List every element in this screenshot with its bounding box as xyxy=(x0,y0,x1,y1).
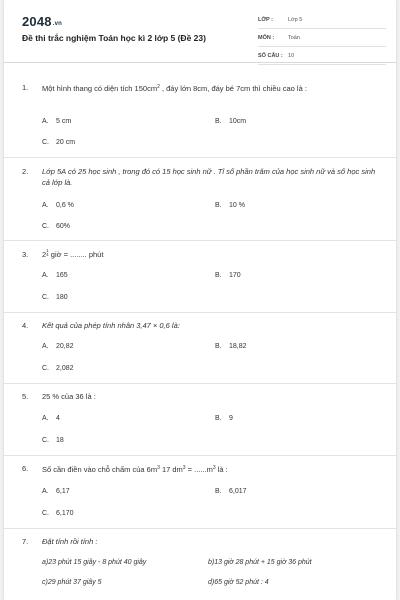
option-a[interactable] xyxy=(42,488,70,495)
meta-subject-label: MÔN : xyxy=(258,35,275,41)
question-7 xyxy=(22,536,382,589)
option-text: 20,82 xyxy=(56,343,74,350)
question-number: 5. xyxy=(22,392,29,401)
meta-class-value: Lớp 5 xyxy=(288,17,303,23)
options-row-1 xyxy=(22,415,382,425)
superscript: 2 xyxy=(157,84,160,90)
options-row-1 xyxy=(22,118,382,128)
options-row-1 xyxy=(22,343,382,353)
fraction-numerator: 1 xyxy=(46,248,49,253)
question-text: Đặt tính rồi tính : xyxy=(42,537,98,546)
exam-meta xyxy=(258,14,386,68)
option-text: 165 xyxy=(56,272,68,279)
question-text-part: 17 dm xyxy=(159,465,183,474)
task-row-2 xyxy=(22,579,382,589)
site-logo[interactable] xyxy=(22,14,62,29)
question-text-part: = ......m xyxy=(185,465,213,474)
question-number: 4. xyxy=(22,321,29,330)
exam-title: Đề thi trắc nghiệm Toán học kì 2 lớp 5 (Đề 23) xyxy=(22,33,206,43)
option-letter: B. xyxy=(215,488,222,495)
option-letter: B. xyxy=(215,415,222,422)
options-row-2 xyxy=(22,294,382,304)
task-d: d)65 giờ 52 phút : 4 xyxy=(208,579,269,586)
meta-class-row xyxy=(258,14,386,29)
question-text: Lớp 5A có 25 học sinh , trong đó có 15 học sinh nữ . Tỉ số phần trăm của học sinh nữ và số học sinh cả lớp là. xyxy=(42,167,376,187)
option-b[interactable] xyxy=(215,415,233,422)
option-c[interactable] xyxy=(42,139,75,146)
option-text: 20 cm xyxy=(56,139,76,146)
question-text-part: Một hình thang có diện tích 150cm xyxy=(42,84,158,93)
options-row-1 xyxy=(22,488,382,498)
question-text-part: là : xyxy=(215,465,228,474)
divider xyxy=(4,240,396,241)
option-letter: C. xyxy=(42,510,49,517)
option-text: 0,6 % xyxy=(56,202,74,209)
option-letter: C. xyxy=(42,223,49,230)
option-c[interactable] xyxy=(42,365,74,372)
question-2 xyxy=(22,166,382,233)
option-text: 180 xyxy=(56,294,68,301)
divider xyxy=(4,455,396,456)
option-letter: C. xyxy=(42,294,49,301)
option-c[interactable] xyxy=(42,510,74,517)
question-text-part: Số cần điền vào chỗ chấm của 6m xyxy=(42,465,158,474)
option-b[interactable] xyxy=(215,202,245,209)
option-a[interactable] xyxy=(42,272,68,279)
question-text-part: , đáy lớn 8cm, đáy bé 7cm thì chiều cao là : xyxy=(159,84,307,93)
question-text xyxy=(42,82,382,94)
page-header xyxy=(4,0,396,63)
option-text: 6,017 xyxy=(229,488,247,495)
option-text: 6,17 xyxy=(56,488,70,495)
divider xyxy=(4,528,396,529)
exam-page xyxy=(4,0,396,600)
question-text: 25 % của 36 là : xyxy=(42,392,96,401)
meta-count-label: SỐ CÂU : xyxy=(258,53,283,59)
option-b[interactable] xyxy=(215,488,247,495)
meta-subject-row xyxy=(258,32,386,47)
option-letter: C. xyxy=(42,139,49,146)
divider xyxy=(4,383,396,384)
option-c[interactable] xyxy=(42,437,64,444)
option-text: 60% xyxy=(56,223,71,230)
option-letter: A. xyxy=(42,118,49,125)
option-b[interactable] xyxy=(215,343,247,350)
question-text xyxy=(42,463,382,475)
option-text: 4 xyxy=(56,415,60,422)
divider xyxy=(4,312,396,313)
option-text: 5 cm xyxy=(56,118,72,125)
superscript: 3 xyxy=(212,465,216,471)
question-number: 1. xyxy=(22,83,29,92)
option-letter: B. xyxy=(215,272,222,279)
option-b[interactable] xyxy=(215,272,241,279)
question-number: 7. xyxy=(22,537,29,546)
option-letter: A. xyxy=(42,415,49,422)
option-text: 18 xyxy=(56,437,64,444)
question-number: 2. xyxy=(22,167,29,176)
option-text: 6,170 xyxy=(56,510,74,517)
question-text xyxy=(42,249,382,260)
question-text: Kết quả của phép tính nhân 3,47 × 0,6 là: xyxy=(42,321,180,330)
option-c[interactable] xyxy=(42,294,68,301)
option-text: 2,082 xyxy=(56,365,74,372)
option-b[interactable] xyxy=(215,118,246,125)
option-text: 10cm xyxy=(229,118,247,125)
task-a: a)23 phút 15 giây - 8 phút 40 giây xyxy=(42,559,147,566)
question-number: 6. xyxy=(22,464,29,473)
task-b: b)13 giờ 28 phút + 15 giờ 36 phút xyxy=(208,559,312,566)
options-row-1 xyxy=(22,202,382,212)
task-row-1 xyxy=(22,559,382,569)
meta-class-label: LỚP : xyxy=(258,17,273,23)
superscript: 3 xyxy=(182,465,186,471)
options-row-2 xyxy=(22,437,382,447)
question-text-part: giờ = ........ phút xyxy=(48,250,104,259)
logo-text: 2048 xyxy=(22,14,52,29)
meta-subject-value: Toán xyxy=(288,35,300,41)
question-6 xyxy=(22,463,382,520)
divider xyxy=(4,157,396,158)
option-a[interactable] xyxy=(42,118,71,125)
option-letter: B. xyxy=(215,202,222,209)
question-4 xyxy=(22,320,382,375)
meta-count-value: 10 xyxy=(288,53,295,59)
meta-count-row xyxy=(258,50,386,65)
question-3 xyxy=(22,249,382,304)
options-row-2 xyxy=(22,510,382,520)
mixed-number-whole: 2 xyxy=(42,250,47,259)
option-letter: A. xyxy=(42,202,49,209)
option-letter: B. xyxy=(215,343,222,350)
fraction-denominator: 4 xyxy=(46,252,49,257)
option-letter: C. xyxy=(42,437,49,444)
question-1 xyxy=(22,82,382,149)
option-letter: A. xyxy=(42,343,49,350)
option-c[interactable] xyxy=(42,223,70,230)
option-letter: B. xyxy=(215,118,222,125)
option-text: 9 xyxy=(229,415,233,422)
option-a[interactable] xyxy=(42,415,60,422)
question-5 xyxy=(22,391,382,447)
superscript: 3 xyxy=(157,465,160,471)
option-text: 170 xyxy=(229,272,241,279)
option-letter: C. xyxy=(42,365,49,372)
option-letter: A. xyxy=(42,272,49,279)
option-text: 10 % xyxy=(229,202,245,209)
logo-suffix: .vn xyxy=(52,21,63,27)
task-c: c)29 phút 37 giây 5 xyxy=(42,579,102,586)
option-letter: A. xyxy=(42,488,49,495)
options-row-2 xyxy=(22,365,382,375)
option-a[interactable] xyxy=(42,202,74,209)
option-text: 18,82 xyxy=(229,343,247,350)
option-a[interactable] xyxy=(42,343,74,350)
options-row-1 xyxy=(22,272,382,282)
question-number: 3. xyxy=(22,250,29,259)
options-row-2 xyxy=(22,139,382,149)
options-row-2 xyxy=(22,223,382,233)
